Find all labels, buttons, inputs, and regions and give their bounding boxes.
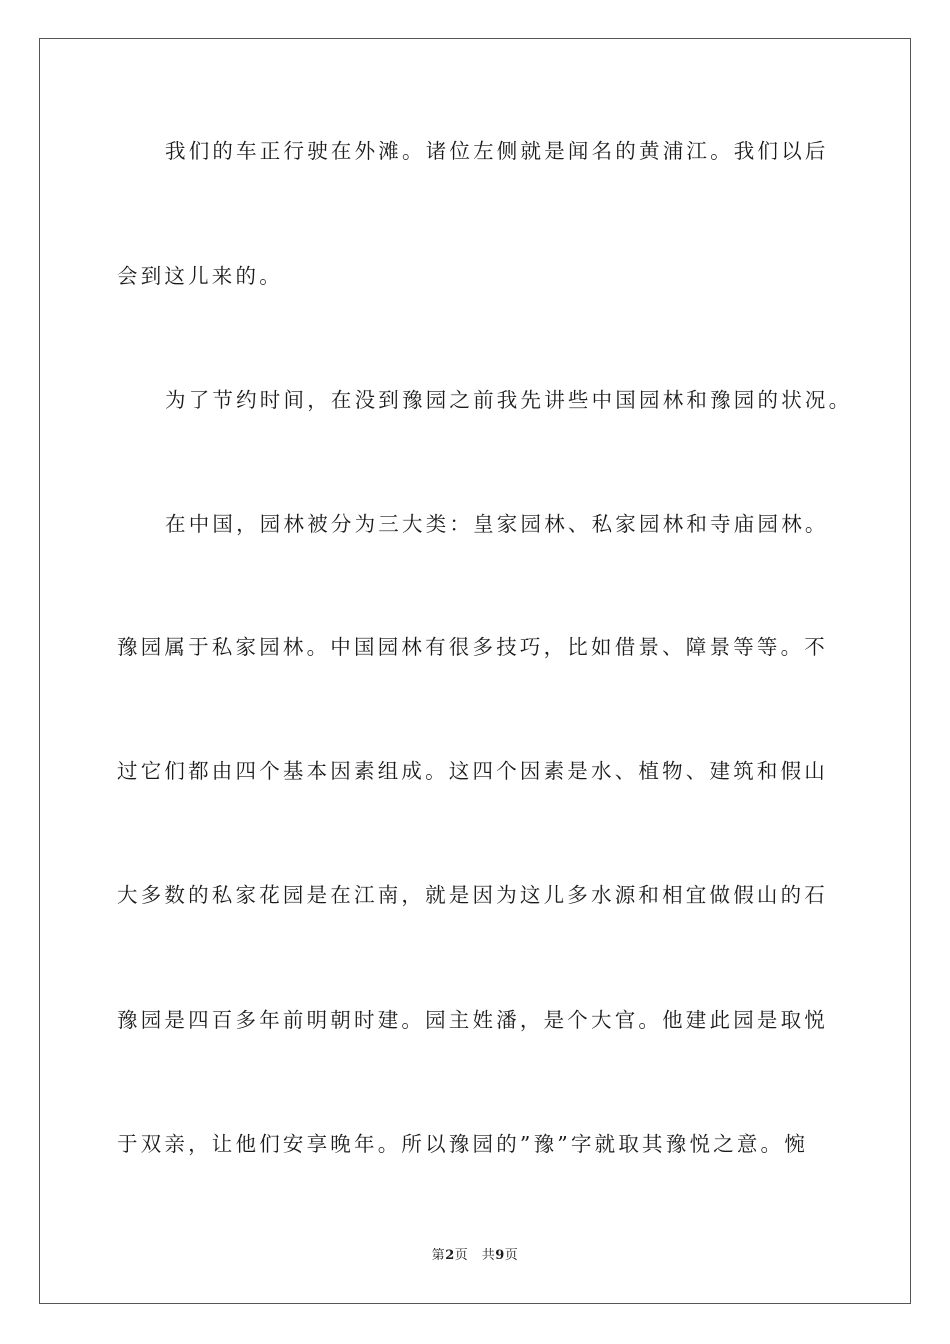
- text-line: 大多数的私家花园是在江南，就是因为这儿多水源和相宜做假山的石: [117, 883, 828, 907]
- page-border: [39, 38, 911, 1304]
- total-page-number: 9: [495, 1248, 505, 1263]
- current-page-number: 2: [445, 1248, 455, 1263]
- page-suffix: 页: [504, 1248, 519, 1263]
- text-line: 在中国，园林被分为三大类：皇家园林、私家园林和寺庙园林。: [165, 512, 829, 536]
- text-line: 会到这儿来的。: [117, 264, 283, 288]
- page-number-footer: [0, 1248, 950, 1264]
- text-line: 豫园是四百多年前明朝时建。园主姓潘，是个大官。他建此园是取悦: [117, 1008, 828, 1032]
- page-mid-text: 页 共: [454, 1248, 496, 1263]
- text-line: 我们的车正行驶在外滩。诸位左侧就是闻名的黄浦江。我们以后: [165, 139, 829, 163]
- text-line: 过它们都由四个基本因素组成。这四个因素是水、植物、建筑和假山: [117, 759, 828, 783]
- text-line: 为了节约时间，在没到豫园之前我先讲些中国园林和豫园的状况。: [165, 388, 853, 412]
- page-prefix: 第: [431, 1248, 446, 1263]
- text-line: 豫园属于私家园林。中国园林有很多技巧，比如借景、障景等等。不: [117, 635, 828, 659]
- text-line: 于双亲，让他们安享晚年。所以豫园的”豫”字就取其豫悦之意。惋: [117, 1132, 808, 1156]
